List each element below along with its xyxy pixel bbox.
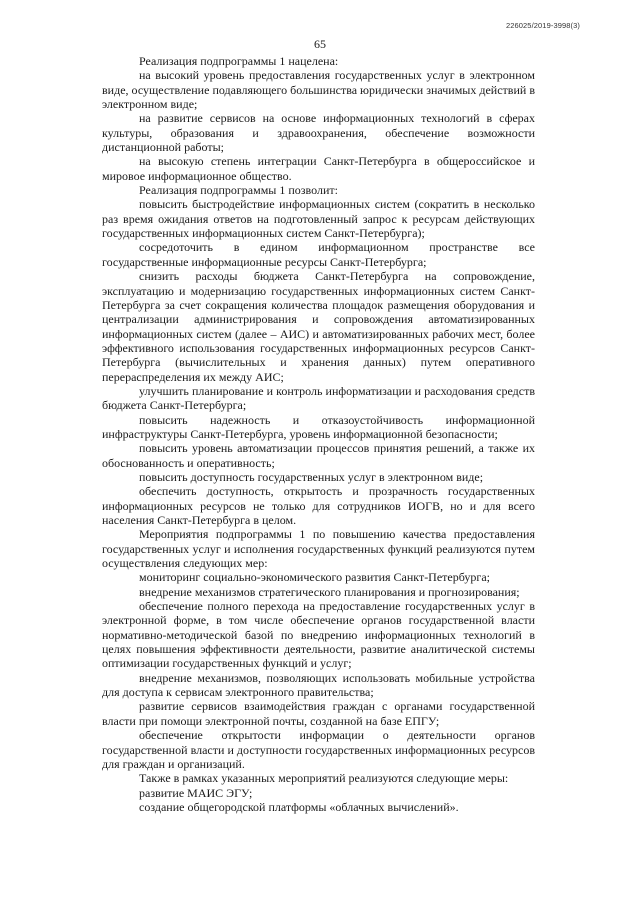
paragraph: создание общегородской платформы «облачных вычислений». bbox=[139, 799, 459, 814]
paragraph: развитие МАИС ЭГУ; bbox=[139, 785, 253, 800]
paragraph: сосредоточить в едином информационном пространстве все государственные информационные ресурсы Санкт-Петербурга; bbox=[102, 240, 535, 269]
paragraph: Реализация подпрограммы 1 нацелена: bbox=[139, 54, 339, 68]
paragraph: внедрение механизмов, позволяющих использовать мобильные устройства для доступа к сервисам электронного правительства; bbox=[102, 670, 535, 700]
paragraph: обеспечение полного перехода на предоставление государственных услуг в электронной форме, в том числе обеспечение органов государственной власти нормативно-методической базой по внедрению информационных технологий в целях повышения эффективности деятельности, развитие аналитической системы оптимизации государственных функций и услуг; bbox=[102, 599, 535, 671]
paragraph: развитие сервисов взаимодействия граждан с органами государственной власти при помощи электронной почты, созданной на базе ЕПГУ; bbox=[102, 699, 535, 728]
paragraph: повысить надежность и отказоустойчивость информационной инфраструктуры Санкт-Петербурга, уровень информационной безопасности; bbox=[102, 412, 535, 441]
paragraph: на развитие сервисов на основе информационных технологий в сферах культуры, образования и здравоохранения, обеспечение возможности дистанционной работы; bbox=[102, 111, 535, 155]
paragraph: обеспечить доступность, открытость и прозрачность государственных информационных ресурсов не только для сотрудников ИОГВ, но и для всего населения Санкт-Петербурга в целом. bbox=[102, 484, 535, 527]
paragraph: снизить расходы бюджета Санкт-Петербурга на сопровождение, эксплуатацию и модернизацию государственных информационных систем Санкт-Петербурга за счет сокращения количества площадок размещения оборудования и централизации администрирования и сопровождения автоматизированных информационных систем (далее – АИС) и автоматизированных рабочих мест, более эффективного использования государственных информационных ресурсов Санкт-Петербурга (вычислительных и хранения данных) путем оперативного перераспределения их между АИС; bbox=[102, 269, 535, 384]
paragraph: повысить доступность государственных услуг в электронном виде; bbox=[139, 469, 484, 484]
document-body bbox=[102, 54, 535, 814]
paragraph: на высокую степень интеграции Санкт-Петербурга в общероссийское и мировое информационное общество. bbox=[102, 154, 535, 183]
paragraph: внедрение механизмов стратегического планирования и прогнозирования; bbox=[139, 584, 520, 599]
document-reference-number: 226025/2019-3998(3) bbox=[505, 21, 580, 30]
paragraph: повысить уровень автоматизации процессов принятия решений, а также их обоснованность и оперативность; bbox=[102, 441, 535, 470]
paragraph: обеспечение открытости информации о деятельности органов государственной власти и доступности государственных информационных ресурсов для граждан и организаций. bbox=[102, 728, 535, 771]
paragraph: Также в рамках указанных мероприятий реализуются следующие меры: bbox=[139, 771, 509, 786]
paragraph: Мероприятия подпрограммы 1 по повышению качества предоставления государственных услуг и исполнения государственных функций реализуются путем осуществления следующих мер: bbox=[102, 527, 535, 571]
page-number: 65 bbox=[314, 37, 326, 51]
paragraph: улучшить планирование и контроль информатизации и расходования средств бюджета Санкт-Петербурга; bbox=[102, 383, 535, 413]
paragraph: мониторинг социально-экономического развития Санкт-Петербурга; bbox=[139, 570, 490, 585]
paragraph: повысить быстродействие информационных систем (сократить в несколько раз время ожидания ответов на подготовленный запрос к ресурсам действующих государственных информационных систем Санкт-Петербурга); bbox=[102, 197, 535, 241]
paragraph: Реализация подпрограммы 1 позволит: bbox=[139, 183, 338, 198]
paragraph: на высокий уровень предоставления государственных услуг в электронном виде, осуществление подавляющего большинства юридически значимых действий в электронном виде; bbox=[102, 68, 535, 112]
